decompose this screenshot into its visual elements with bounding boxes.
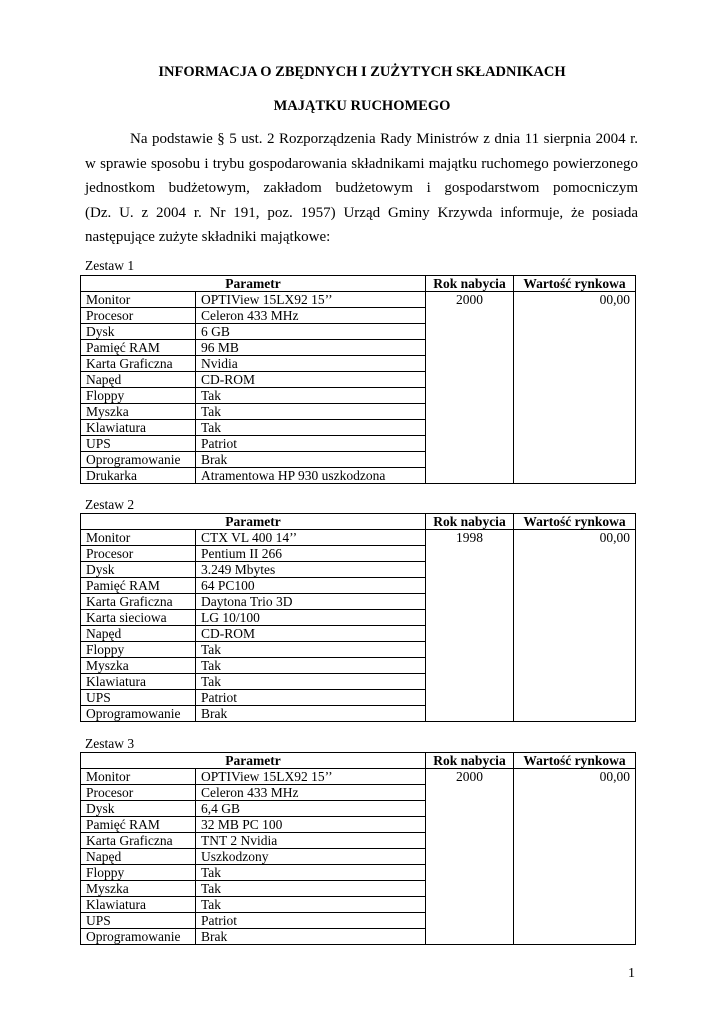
header-year: Rok nabycia [426,514,514,530]
param-value-cell: Patriot [196,436,426,452]
param-name-cell: Karta Graficzna [81,594,196,610]
year-cell: 2000 [426,292,514,484]
param-value-cell: Celeron 433 MHz [196,785,426,801]
header-value: Wartość rynkowa [514,514,636,530]
param-name-cell: UPS [81,436,196,452]
header-value: Wartość rynkowa [514,276,636,292]
param-value-cell: Tak [196,404,426,420]
table-row [81,292,636,308]
param-value-cell: Tak [196,674,426,690]
param-value-cell: 3.249 Mbytes [196,562,426,578]
intro-line: w sprawie sposobu i trybu gospodarowania składnikami majątku ruchomego powierzonego [85,155,638,172]
param-name-cell: Myszka [81,881,196,897]
param-value-cell: Pentium II 266 [196,546,426,562]
header-year: Rok nabycia [426,276,514,292]
param-name-cell: Oprogramowanie [81,452,196,468]
param-value-cell: CD-ROM [196,626,426,642]
param-name-cell: Monitor [81,530,196,546]
market-value-cell: 00,00 [514,769,636,945]
intro-line: Na podstawie § 5 ust. 2 Rozporządzenia Rady Ministrów z dnia 11 sierpnia 2004 r. [130,131,638,147]
param-name-cell: Oprogramowanie [81,706,196,722]
header-year: Rok nabycia [426,753,514,769]
intro-line: następujące zużyte składniki majątkowe: [85,229,331,245]
param-value-cell: OPTIView 15LX92 15’’ [196,769,426,785]
intro-line: (Dz. U. z 2004 r. Nr 191, poz. 1957) Urząd Gminy Krzywda informuje, że posiada [85,204,638,221]
intro-paragraph [85,127,638,250]
param-name-cell: Karta Graficzna [81,356,196,372]
param-name-cell: Monitor [81,769,196,785]
param-name-cell: Dysk [81,324,196,340]
year-cell: 2000 [426,769,514,945]
param-name-cell: Napęd [81,372,196,388]
param-value-cell: Tak [196,881,426,897]
intro-line: jednostkom budżetowym, zakładom budżetowym i gospodarstwom pomocniczym [85,180,638,196]
param-value-cell: Daytona Trio 3D [196,594,426,610]
param-name-cell: Dysk [81,801,196,817]
param-value-cell: Nvidia [196,356,426,372]
param-value-cell: LG 10/100 [196,610,426,626]
param-value-cell: 6 GB [196,324,426,340]
param-value-cell: Tak [196,642,426,658]
document-title-line1: INFORMACJA O ZBĘDNYCH I ZUŻYTYCH SKŁADNIKACH [158,64,566,80]
header-value: Wartość rynkowa [514,753,636,769]
param-name-cell: Pamięć RAM [81,578,196,594]
param-name-cell: Drukarka [81,468,196,484]
equipment-table [80,513,636,722]
param-value-cell: 64 PC100 [196,578,426,594]
param-value-cell: Celeron 433 MHz [196,308,426,324]
param-value-cell: Brak [196,706,426,722]
set-label: Zestaw 2 [85,497,135,512]
param-name-cell: Karta sieciowa [81,610,196,626]
param-name-cell: Floppy [81,388,196,404]
param-value-cell: 96 MB [196,340,426,356]
market-value-cell: 00,00 [514,292,636,484]
param-name-cell: Procesor [81,785,196,801]
param-value-cell: Atramentowa HP 930 uszkodzona [196,468,426,484]
param-name-cell: Napęd [81,626,196,642]
table-row [81,769,636,785]
param-name-cell: Myszka [81,404,196,420]
param-value-cell: Tak [196,865,426,881]
document-title-line2: MAJĄTKU RUCHOMEGO [273,98,451,114]
param-name-cell: Dysk [81,562,196,578]
param-name-cell: Napęd [81,849,196,865]
table-row [81,530,636,546]
param-name-cell: Procesor [81,308,196,324]
header-parameter: Parametr [81,753,426,769]
page-number: 1 [628,966,635,981]
param-value-cell: Uszkodzony [196,849,426,865]
param-name-cell: Klawiatura [81,897,196,913]
header-parameter: Parametr [81,276,426,292]
param-name-cell: UPS [81,690,196,706]
param-value-cell: Tak [196,420,426,436]
market-value-cell: 00,00 [514,530,636,722]
param-name-cell: Klawiatura [81,674,196,690]
param-name-cell: UPS [81,913,196,929]
param-value-cell: Tak [196,388,426,404]
param-value-cell: Brak [196,452,426,468]
param-value-cell: 6,4 GB [196,801,426,817]
param-value-cell: CD-ROM [196,372,426,388]
set-label: Zestaw 1 [85,258,135,273]
param-value-cell: Tak [196,658,426,674]
param-name-cell: Karta Graficzna [81,833,196,849]
param-value-cell: OPTIView 15LX92 15’’ [196,292,426,308]
param-name-cell: Floppy [81,865,196,881]
param-value-cell: Tak [196,897,426,913]
param-name-cell: Myszka [81,658,196,674]
param-value-cell: TNT 2 Nvidia [196,833,426,849]
param-name-cell: Oprogramowanie [81,929,196,945]
param-value-cell: Patriot [196,690,426,706]
param-value-cell: 32 MB PC 100 [196,817,426,833]
param-value-cell: Patriot [196,913,426,929]
equipment-table [80,752,636,945]
param-name-cell: Monitor [81,292,196,308]
set-label: Zestaw 3 [85,736,135,751]
param-value-cell: CTX VL 400 14’’ [196,530,426,546]
param-name-cell: Pamięć RAM [81,340,196,356]
table-header-row [81,514,636,530]
header-parameter: Parametr [81,514,426,530]
equipment-table [80,275,636,484]
table-header-row [81,753,636,769]
param-name-cell: Klawiatura [81,420,196,436]
year-cell: 1998 [426,530,514,722]
table-header-row [81,276,636,292]
param-name-cell: Pamięć RAM [81,817,196,833]
param-value-cell: Brak [196,929,426,945]
param-name-cell: Floppy [81,642,196,658]
param-name-cell: Procesor [81,546,196,562]
